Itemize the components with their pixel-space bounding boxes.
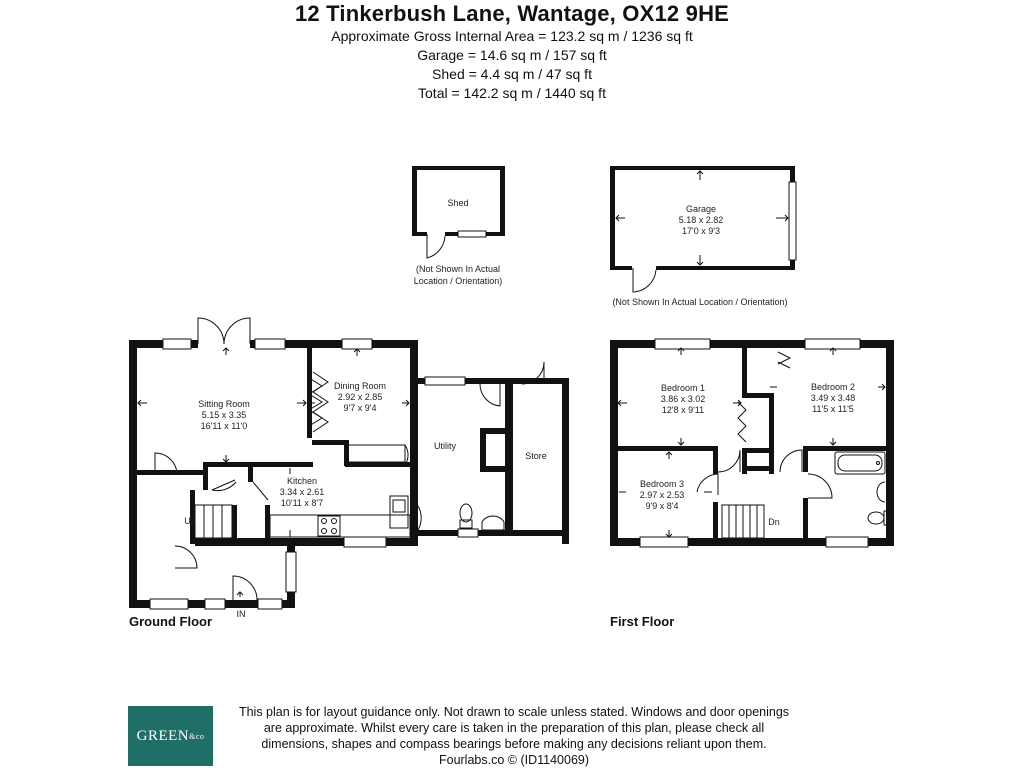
disclaimer-line-3: dimensions, shapes and compass bearings before making any decisions reliant upon them. <box>261 737 767 751</box>
first-floor-label: First Floor <box>610 614 675 629</box>
shed-name: Shed <box>447 198 469 208</box>
utility-name: Utility <box>434 441 456 451</box>
garage-metric: 5.18 x 2.82 <box>678 215 724 225</box>
room-labels <box>184 198 855 619</box>
entrance-label: IN <box>236 609 246 619</box>
stairs-up-label: Up <box>184 516 196 526</box>
area-shed: Shed = 4.4 sq m / 47 sq ft <box>432 66 592 82</box>
area-total: Total = 142.2 sq m / 1440 sq ft <box>418 85 606 101</box>
sitting-room-imperial: 16'11 x 11'0 <box>200 421 248 431</box>
kitchen-name: Kitchen <box>286 476 318 486</box>
disclaimer-line-2: are approximate. Whilst every care is taken in the preparation of this plan, please check all <box>263 721 765 735</box>
green-and-co-logo <box>128 706 213 766</box>
logo-text: GREEN <box>136 727 190 744</box>
store-name: Store <box>525 451 547 461</box>
bedroom1-metric: 3.86 x 3.02 <box>660 394 706 404</box>
area-internal: Approximate Gross Internal Area = 123.2 sq m / 1236 sq ft <box>331 28 693 44</box>
bedroom2-metric: 3.49 x 3.48 <box>810 393 856 403</box>
garage-name: Garage <box>685 204 717 214</box>
disclaimer-line-1: This plan is for layout guidance only. Not drawn to scale unless stated. Windows and door openings <box>238 705 790 719</box>
dining-room-imperial: 9'7 x 9'4 <box>343 403 377 413</box>
bedroom1-imperial: 12'8 x 9'11 <box>661 405 705 415</box>
logo-suffix: &co <box>189 731 205 741</box>
shed-note-2: Location / Orientation) <box>413 276 503 286</box>
kitchen-metric: 3.34 x 2.61 <box>279 487 325 497</box>
bedroom1-name: Bedroom 1 <box>660 383 706 393</box>
bedroom3-name: Bedroom 3 <box>639 479 685 489</box>
first-floor-walls <box>610 340 894 546</box>
shed-outline <box>412 166 505 258</box>
sitting-room-name: Sitting Room <box>198 399 250 409</box>
ground-floor-label: Ground Floor <box>129 614 213 629</box>
stairs-down-label: Dn <box>768 517 780 527</box>
bedroom2-name: Bedroom 2 <box>810 382 856 392</box>
bedroom3-imperial: 9'9 x 8'4 <box>645 501 679 511</box>
area-garage: Garage = 14.6 sq m / 157 sq ft <box>417 47 607 63</box>
dining-room-metric: 2.92 x 2.85 <box>337 392 383 402</box>
garage-note: (Not Shown In Actual Location / Orientation) <box>612 297 788 307</box>
disclaimer-line-4: Fourlabs.co © (ID1140069) <box>438 753 590 767</box>
garage-imperial: 17'0 x 9'3 <box>682 226 720 236</box>
sitting-room-metric: 5.15 x 3.35 <box>201 410 247 420</box>
shed-note-1: (Not Shown In Actual <box>415 264 501 274</box>
property-title: 12 Tinkerbush Lane, Wantage, OX12 9HE <box>294 1 730 26</box>
bedroom2-imperial: 11'5 x 11'5 <box>812 404 854 414</box>
bedroom3-metric: 2.97 x 2.53 <box>639 490 685 500</box>
kitchen-imperial: 10'11 x 8'7 <box>280 498 324 508</box>
dining-room-name: Dining Room <box>333 381 387 391</box>
disclaimer <box>224 704 804 768</box>
